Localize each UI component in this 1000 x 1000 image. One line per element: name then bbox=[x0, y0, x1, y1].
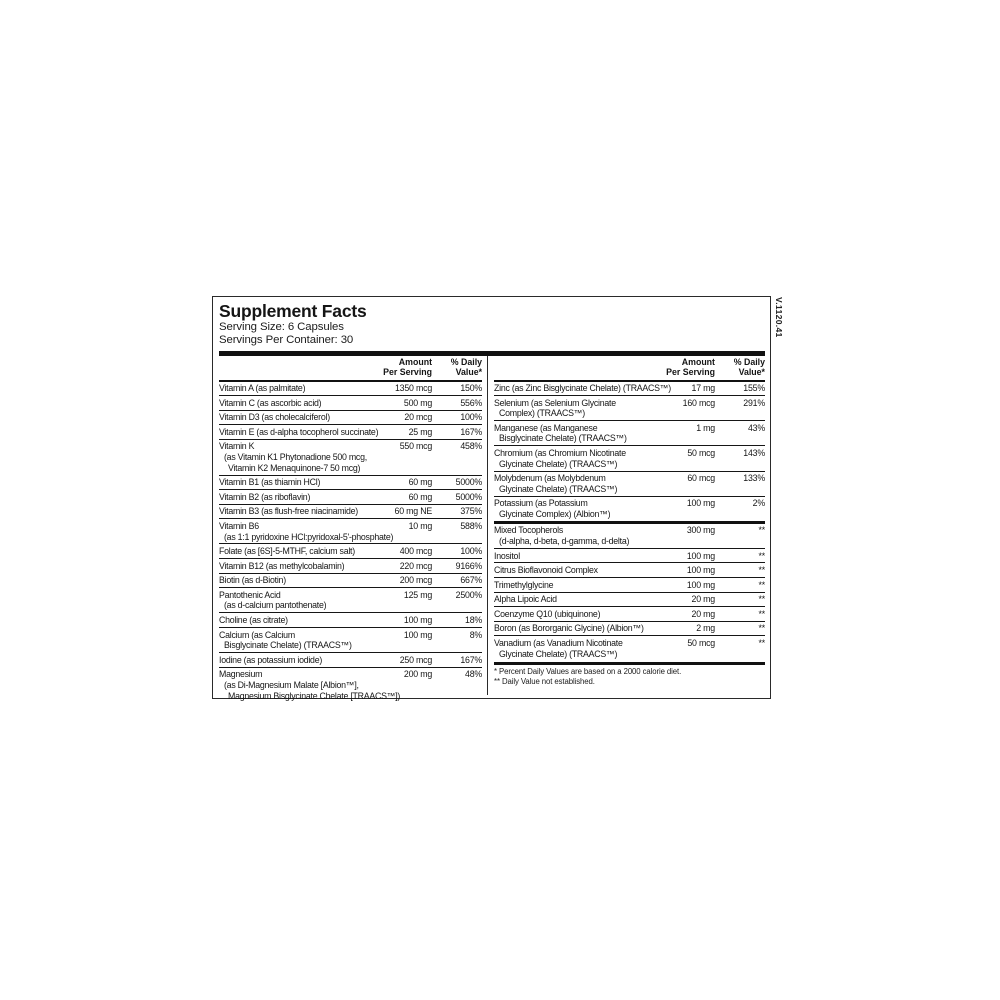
nutrient-row-line bbox=[494, 638, 765, 649]
nutrient-sub-line: Vitamin K2 Menaquinone-7 50 mcg) bbox=[228, 462, 361, 473]
nutrient-amount: 200 mg bbox=[403, 669, 433, 680]
nutrient-sub-line: (as Vitamin K1 Phytonadione 500 mcg, bbox=[224, 452, 367, 462]
nutrient-daily-value: ** bbox=[758, 594, 765, 605]
nutrient-rows-right bbox=[494, 382, 765, 661]
nutrient-daily-value: 556% bbox=[460, 397, 483, 408]
nutrient-row bbox=[494, 472, 765, 497]
serving-size-text: Serving Size: 6 Capsules bbox=[219, 321, 344, 333]
amount-header-line2: Per Serving bbox=[383, 366, 433, 377]
nutrient-daily-value: 667% bbox=[460, 575, 483, 586]
nutrient-daily-value: 167% bbox=[460, 426, 483, 437]
nutrient-sub-line: Complex) (TRAACS™) bbox=[499, 408, 585, 419]
nutrient-amount: 250 mcg bbox=[399, 654, 433, 665]
nutrient-row bbox=[494, 382, 765, 397]
amount-per-serving-header bbox=[666, 358, 715, 377]
nutrient-row bbox=[219, 588, 482, 613]
nutrient-row-line bbox=[219, 655, 482, 666]
nutrient-row bbox=[219, 519, 482, 544]
nutrient-row bbox=[219, 559, 482, 574]
nutrient-amount: 50 mcg bbox=[687, 448, 715, 459]
nutrient-amount: 160 mcg bbox=[682, 397, 715, 408]
nutrient-name: Molybdenum (as Molybdenum bbox=[494, 473, 606, 484]
nutrient-name: Folate (as [6S]-5-MTHF, calcium salt) bbox=[219, 546, 355, 557]
nutrient-row-line bbox=[494, 473, 765, 484]
nutrient-row bbox=[219, 574, 482, 589]
nutrient-amount: 100 mg bbox=[686, 565, 715, 576]
nutrient-amount: 20 mg bbox=[691, 608, 715, 619]
amount-header-line1: Amount bbox=[681, 357, 715, 368]
nutrient-row bbox=[219, 382, 482, 397]
supplement-facts-panel bbox=[212, 296, 771, 699]
nutrient-row-line bbox=[219, 669, 482, 680]
nutrient-amount: 60 mg NE bbox=[394, 506, 433, 517]
daily-value-header-line2: Value* bbox=[455, 366, 483, 377]
nutrient-name: Choline (as citrate) bbox=[219, 614, 288, 625]
nutrient-row bbox=[219, 628, 482, 653]
nutrient-row bbox=[494, 636, 765, 660]
nutrient-amount: 50 mcg bbox=[687, 637, 715, 648]
nutrient-name: Vitamin E (as d-alpha tocopherol succinate) bbox=[219, 426, 379, 437]
nutrient-row bbox=[219, 544, 482, 559]
nutrient-row-line bbox=[219, 412, 482, 423]
footnotes bbox=[494, 662, 765, 687]
nutrient-sub-line: Magnesium Bisglycinate Chelate [TRAACS™]) bbox=[228, 690, 401, 701]
nutrient-daily-value: 48% bbox=[465, 669, 483, 680]
nutrient-name: Iodine (as potassium iodide) bbox=[219, 654, 323, 665]
nutrient-name: Chromium (as Chromium Nicotinate bbox=[494, 448, 626, 459]
nutrient-daily-value: ** bbox=[758, 637, 765, 648]
nutrient-daily-value: 588% bbox=[460, 520, 483, 531]
nutrient-sub-line: Glycinate Chelate) (TRAACS™) bbox=[499, 648, 618, 659]
nutrient-row bbox=[494, 549, 765, 564]
nutrient-name: Biotin (as d-Biotin) bbox=[219, 575, 286, 586]
nutrient-daily-value: 458% bbox=[460, 441, 483, 452]
nutrient-name: Vanadium (as Vanadium Nicotinate bbox=[494, 637, 623, 648]
nutrient-row bbox=[494, 524, 765, 549]
nutrient-row-line bbox=[494, 623, 765, 634]
nutrient-daily-value: 5000% bbox=[455, 477, 483, 488]
nutrient-amount: 10 mg bbox=[408, 520, 433, 531]
nutrient-sub-line: (d-alpha, d-beta, d-gamma, d-delta) bbox=[499, 535, 630, 546]
nutrient-amount: 17 mg bbox=[691, 383, 715, 394]
nutrient-daily-value: 9166% bbox=[455, 560, 483, 571]
nutrient-name: Vitamin B1 (as thiamin HCl) bbox=[219, 477, 321, 488]
nutrient-row bbox=[219, 613, 482, 628]
nutrient-group bbox=[494, 524, 765, 661]
nutrient-name: Citrus Bioflavonoid Complex bbox=[494, 565, 598, 576]
nutrient-amount: 100 mg bbox=[403, 614, 433, 625]
nutrient-name: Vitamin B2 (as riboflavin) bbox=[219, 491, 311, 502]
nutrient-row bbox=[219, 668, 482, 703]
nutrient-sub-line: (as Di-Magnesium Malate [Albion™], bbox=[224, 679, 359, 690]
nutrient-amount: 100 mg bbox=[686, 550, 715, 561]
nutrient-sub-line: Glycinate Complex) (Albion™) bbox=[499, 508, 611, 519]
nutrient-daily-value: 143% bbox=[743, 448, 765, 459]
nutrient-row-line bbox=[494, 580, 765, 591]
nutrient-row-line bbox=[219, 506, 482, 517]
nutrient-daily-value: 5000% bbox=[455, 491, 483, 502]
nutrient-name: Vitamin C (as ascorbic acid) bbox=[219, 397, 322, 408]
nutrient-sub-line: Bisglycinate Chelate) (TRAACS™) bbox=[224, 640, 352, 651]
nutrient-sub-line: Glycinate Chelate) (TRAACS™) bbox=[499, 458, 618, 469]
nutrient-name: Manganese (as Manganese bbox=[494, 422, 598, 433]
nutrient-name: Vitamin K bbox=[219, 441, 255, 452]
nutrient-daily-value: ** bbox=[758, 608, 765, 619]
nutrient-name: Vitamin A (as palmitate) bbox=[219, 383, 306, 394]
nutrient-row bbox=[494, 593, 765, 608]
nutrient-name: Vitamin B3 (as flush-free niacinamide) bbox=[219, 506, 358, 517]
amount-per-serving-header bbox=[383, 358, 432, 377]
nutrient-columns bbox=[219, 356, 765, 701]
nutrient-row-line bbox=[219, 521, 482, 532]
nutrient-row bbox=[494, 421, 765, 446]
nutrient-amount: 200 mcg bbox=[399, 575, 433, 586]
panel-title: Supplement Facts bbox=[219, 301, 367, 321]
nutrient-row-line bbox=[494, 609, 765, 620]
nutrient-daily-value: ** bbox=[758, 525, 765, 536]
nutrient-row bbox=[219, 653, 482, 668]
nutrient-row-line bbox=[494, 448, 765, 459]
nutrient-amount: 25 mg bbox=[408, 426, 433, 437]
nutrient-daily-value: 8% bbox=[469, 629, 483, 640]
nutrient-row-line bbox=[219, 427, 482, 438]
nutrient-daily-value: 2500% bbox=[455, 589, 483, 600]
nutrient-column-right bbox=[488, 356, 765, 695]
nutrient-row-line bbox=[494, 383, 765, 394]
nutrient-amount: 300 mg bbox=[686, 525, 715, 536]
nutrient-row-line bbox=[219, 546, 482, 557]
nutrient-row-line bbox=[219, 575, 482, 586]
nutrient-name: Vitamin D3 (as cholecalciferol) bbox=[219, 412, 330, 423]
nutrient-sub-line: Glycinate Chelate) (TRAACS™) bbox=[499, 483, 618, 494]
nutrient-amount: 125 mg bbox=[403, 589, 433, 600]
nutrient-daily-value: 100% bbox=[460, 412, 483, 423]
nutrient-daily-value: 133% bbox=[743, 473, 765, 484]
nutrient-rows-left bbox=[219, 382, 482, 703]
column-header-spacer bbox=[219, 358, 383, 377]
nutrient-amount: 2 mg bbox=[696, 623, 715, 634]
nutrient-row bbox=[494, 396, 765, 421]
nutrient-name: Potassium (as Potassium bbox=[494, 498, 588, 509]
nutrient-amount: 220 mcg bbox=[399, 560, 433, 571]
servings-per-container-text: Servings Per Container: 30 bbox=[219, 334, 354, 347]
column-header-spacer bbox=[494, 358, 666, 377]
amount-header-line1: Amount bbox=[398, 357, 433, 368]
nutrient-sub-line: (as 1:1 pyridoxine HCl:pyridoxal-5'-phosphate) bbox=[224, 531, 394, 542]
nutrient-name: Vitamin B12 (as methylcobalamin) bbox=[219, 560, 345, 571]
nutrient-daily-value: 155% bbox=[743, 383, 765, 394]
nutrient-daily-value: 2% bbox=[752, 498, 765, 509]
nutrient-row-line bbox=[219, 561, 482, 572]
footnote: * Percent Daily Values are based on a 2000 calorie diet. bbox=[494, 667, 682, 677]
daily-value-header-line1: % Daily bbox=[450, 357, 483, 368]
nutrient-daily-value: ** bbox=[758, 550, 765, 561]
nutrient-sub-line: Bisglycinate Chelate) (TRAACS™) bbox=[499, 433, 627, 444]
nutrient-row bbox=[494, 578, 765, 593]
nutrient-row-line bbox=[494, 525, 765, 536]
nutrient-row-line bbox=[494, 498, 765, 509]
nutrient-amount: 100 mg bbox=[403, 629, 433, 640]
nutrient-row bbox=[219, 476, 482, 491]
version-code: V.1120.41 bbox=[774, 297, 784, 338]
nutrient-row-line bbox=[219, 441, 482, 452]
nutrient-name: Boron (as Bororganic Glycine) (Albion™) bbox=[494, 623, 644, 634]
nutrient-name: Calcium (as Calcium bbox=[219, 629, 295, 640]
nutrient-daily-value: 375% bbox=[460, 506, 483, 517]
nutrient-row bbox=[219, 425, 482, 440]
nutrient-row bbox=[219, 411, 482, 426]
nutrient-amount: 60 mg bbox=[408, 477, 433, 488]
daily-value-header-line1: % Daily bbox=[733, 357, 765, 368]
nutrient-group bbox=[494, 382, 765, 521]
nutrient-row-line bbox=[494, 565, 765, 576]
nutrient-amount: 60 mg bbox=[408, 491, 433, 502]
nutrient-row-line bbox=[219, 590, 482, 601]
nutrient-daily-value: ** bbox=[758, 579, 765, 590]
nutrient-amount: 100 mg bbox=[686, 498, 715, 509]
nutrient-amount: 500 mg bbox=[403, 397, 433, 408]
nutrient-name: Trimethylglycine bbox=[494, 579, 554, 590]
nutrient-name: Alpha Lipoic Acid bbox=[494, 594, 557, 605]
nutrient-daily-value: 100% bbox=[460, 546, 483, 557]
nutrient-row bbox=[494, 497, 765, 521]
nutrient-row-line bbox=[219, 383, 482, 394]
nutrient-name: Pantothenic Acid bbox=[219, 589, 281, 600]
nutrient-amount: 100 mg bbox=[686, 579, 715, 590]
daily-value-header-line2: Value* bbox=[738, 366, 765, 377]
nutrient-row-line bbox=[219, 477, 482, 488]
footnote: ** Daily Value not established. bbox=[494, 676, 595, 686]
nutrient-row-line bbox=[494, 398, 765, 409]
nutrient-amount: 20 mg bbox=[691, 594, 715, 605]
nutrient-row bbox=[494, 446, 765, 471]
daily-value-header bbox=[432, 358, 482, 377]
nutrient-name: Magnesium bbox=[219, 669, 263, 680]
nutrient-row bbox=[219, 396, 482, 411]
nutrient-amount: 550 mcg bbox=[399, 441, 433, 452]
nutrient-row bbox=[219, 490, 482, 505]
nutrient-row-line bbox=[219, 615, 482, 626]
nutrient-daily-value: ** bbox=[758, 565, 765, 576]
nutrient-amount: 1350 mcg bbox=[394, 383, 433, 394]
nutrient-name: Selenium (as Selenium Glycinate bbox=[494, 397, 616, 408]
nutrient-daily-value: 150% bbox=[460, 383, 483, 394]
nutrient-amount: 1 mg bbox=[696, 422, 715, 433]
nutrient-row-line bbox=[219, 630, 482, 641]
nutrient-name: Mixed Tocopherols bbox=[494, 525, 563, 536]
nutrient-name: Zinc (as Zinc Bisglycinate Chelate) (TRAACS™) bbox=[494, 383, 671, 394]
nutrient-name: Inositol bbox=[494, 550, 520, 561]
daily-value-header bbox=[715, 358, 765, 377]
nutrient-daily-value: 43% bbox=[747, 422, 765, 433]
nutrient-group bbox=[219, 382, 482, 703]
nutrient-row bbox=[494, 622, 765, 637]
nutrient-daily-value: ** bbox=[758, 623, 765, 634]
nutrient-row bbox=[494, 563, 765, 578]
nutrient-amount: 60 mcg bbox=[687, 473, 715, 484]
column-header-left bbox=[219, 356, 482, 382]
nutrient-daily-value: 167% bbox=[460, 654, 483, 665]
nutrient-sub-line: (as d-calcium pantothenate) bbox=[224, 600, 327, 611]
nutrient-name: Vitamin B6 bbox=[219, 520, 259, 531]
nutrient-daily-value: 291% bbox=[743, 397, 765, 408]
nutrient-row-line bbox=[219, 398, 482, 409]
nutrient-row bbox=[494, 607, 765, 622]
column-header-right bbox=[494, 356, 765, 382]
nutrient-amount: 20 mcg bbox=[404, 412, 433, 423]
nutrient-amount: 400 mcg bbox=[399, 546, 433, 557]
nutrient-row-line bbox=[494, 423, 765, 434]
amount-header-line2: Per Serving bbox=[666, 366, 715, 377]
nutrient-name: Coenzyme Q10 (ubiquinone) bbox=[494, 608, 601, 619]
nutrient-row bbox=[219, 440, 482, 476]
nutrient-row-line bbox=[219, 492, 482, 503]
nutrient-column-left bbox=[219, 356, 488, 701]
nutrient-row-line bbox=[494, 594, 765, 605]
nutrient-row bbox=[219, 505, 482, 520]
nutrient-row-line bbox=[494, 551, 765, 562]
nutrient-daily-value: 18% bbox=[465, 614, 483, 625]
